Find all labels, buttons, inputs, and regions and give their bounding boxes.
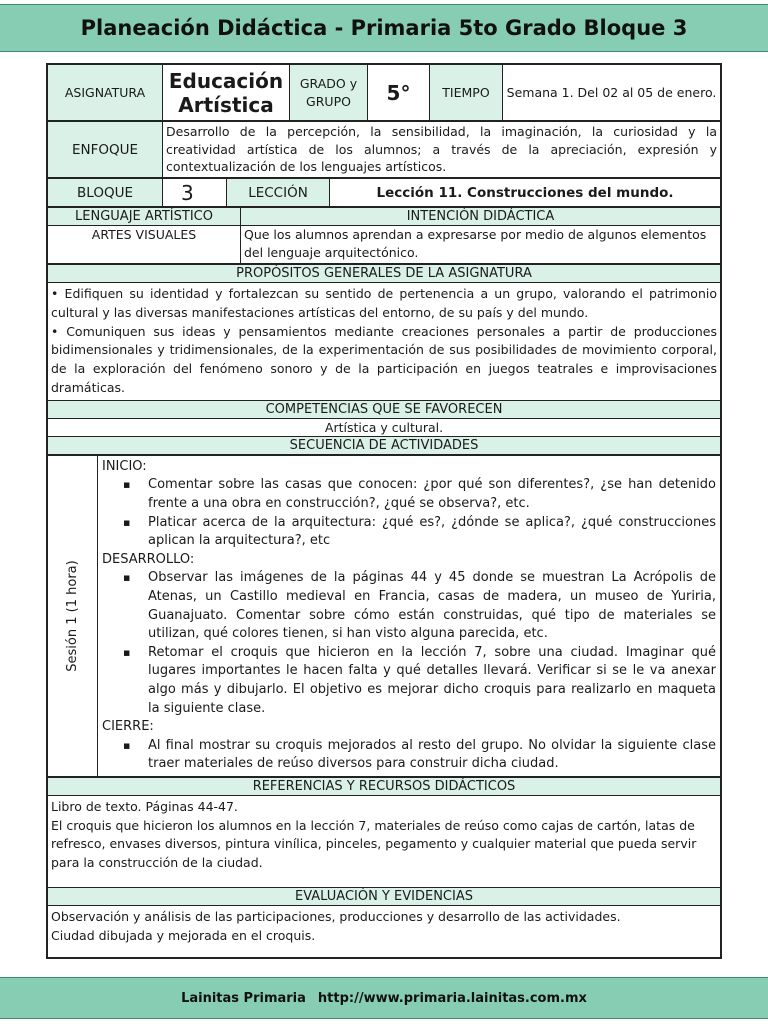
propositos-heading: PROPÓSITOS GENERALES DE LA ASIGNATURA	[48, 265, 721, 283]
inicio-label: INICIO:	[102, 458, 147, 474]
referencias-line: Libro de texto. Páginas 44-47.	[51, 798, 238, 814]
proposito-item: • Edifiquen su identidad y fortalezcan su sentido de pertenencia a un grupo, valorando el patrimonio cultural y las diversas manifestaciones artísticas del entorno, de su país y del mundo.	[51, 286, 717, 320]
intencion-heading: INTENCIÓN DIDÁCTICA	[241, 208, 721, 226]
propositos-body	[48, 283, 721, 401]
session-cell	[48, 455, 98, 776]
footer-url[interactable]: http://www.primaria.lainitas.com.mx	[317, 990, 587, 1006]
competencias-value: Artística y cultural.	[48, 418, 721, 436]
page-header	[0, 4, 768, 52]
page-title: Planeación Didáctica - Primaria 5to Grado Bloque 3	[80, 16, 688, 40]
list-item: ▪ Comentar sobre las casas que conocen: ¿por qué son diferentes?, ¿se han detenido frente a una obra en construcción?, ¿qué se observa?, etc.	[148, 476, 716, 513]
page-footer	[0, 977, 768, 1019]
desarrollo-label: DESARROLLO:	[102, 551, 195, 567]
enfoque-value: Desarrollo de la percepción, la sensibilidad, la imaginación, la curiosidad y la creatividad artística de los alumnos; a través de la apreciación, expresión y contextualización de los lenguajes artísticos.	[163, 122, 721, 178]
enfoque-table	[47, 121, 721, 178]
referencias-heading: REFERENCIAS Y RECURSOS DIDÁCTICOS	[48, 777, 721, 795]
cierre-label: CIERRE:	[102, 719, 154, 735]
enfoque-label: ENFOQUE	[48, 122, 163, 178]
evaluacion-line: Observación y análisis de las participaciones, producciones y desarrollo de las actividades.	[51, 908, 621, 924]
info-table	[47, 64, 721, 121]
bloque-table	[47, 178, 721, 207]
intencion-value: Que los alumnos aprendan a expresarse por medio de algunos elementos del lenguaje arquitectónico.	[241, 226, 721, 264]
lesson-plan-document	[46, 63, 722, 959]
tiempo-label: TIEMPO	[430, 65, 503, 121]
tiempo-value: Semana 1. Del 02 al 05 de enero.	[503, 65, 721, 121]
list-item: ▪ Observar las imágenes de la páginas 44 y 45 donde se muestran La Acrópolis de Atenas, un Castillo medieval en Francia, casas de madera, un museo de Yuriria, Guanajuato. Comentar sobre cómo están construidas, qué tipo de materiales se utilizan, qué colores tienen, si han visto alguna parecida, etc.	[148, 569, 716, 643]
list-item: ▪ Platicar acerca de la arquitectura: ¿qué es?, ¿dónde se aplica?, ¿qué construcciones aplican la arquitectura?, etc	[148, 514, 716, 551]
bloque-label: BLOQUE	[48, 179, 163, 207]
evaluacion-body	[48, 905, 721, 957]
grado-value: 5°	[368, 65, 430, 121]
propositos-table	[47, 264, 721, 455]
leccion-value: Lección 11. Construcciones del mundo.	[330, 179, 721, 207]
bloque-value: 3	[163, 179, 227, 207]
asignatura-value: Educación Artística	[163, 65, 290, 121]
lenguaje-heading: LENGUAJE ARTÍSTICO	[48, 208, 241, 226]
list-item: ▪ Retomar el croquis que hicieron en la lección 7, sobre una ciudad. Imaginar qué lugares importantes le hacen falta y qué detalles llevará. Verificar si se le va anexar algo más y dibujarlo. El objetivo es mejorar dicho croquis para realizarlo en maqueta la siguiente clase.	[148, 644, 716, 718]
footer-name: Lainitas Primaria	[181, 990, 306, 1006]
lenguaje-value: ARTES VISUALES	[48, 226, 241, 264]
lenguaje-table	[47, 207, 721, 264]
desarrollo-list	[102, 569, 716, 718]
inicio-list	[102, 476, 716, 550]
evaluacion-heading: EVALUACIÓN Y EVIDENCIAS	[48, 887, 721, 905]
proposito-item: • Comuniquen sus ideas y pensamientos mediante creaciones personales a partir de producciones bidimensionales y tridimensionales, de la experimentación de sus posibilidades de movimiento corporal, de la exploración del fenómeno sonoro y de la participación en juegos teatrales e improvisaciones dramáticas.	[51, 323, 717, 395]
asignatura-label: ASIGNATURA	[48, 65, 163, 121]
cierre-list	[102, 737, 716, 774]
secuencia-heading: SECUENCIA DE ACTIVIDADES	[48, 436, 721, 454]
secuencia-table	[47, 455, 721, 777]
leccion-label: LECCIÓN	[227, 179, 330, 207]
referencias-line: El croquis que hicieron los alumnos en la lección 7, materiales de reúso como cajas de cartón, latas de refresco, envases diversos, pintura vinílica, pinceles, pegamento y cualquier material que pueda servir para la construcción de la ciudad.	[51, 817, 697, 871]
competencias-heading: COMPETENCIAS QUE SE FAVORECEN	[48, 400, 721, 418]
sequence-body	[98, 455, 721, 776]
grado-label: GRADO y GRUPO	[290, 65, 368, 121]
referencias-body	[48, 795, 721, 887]
evaluacion-line: Ciudad dibujada y mejorada en el croquis.	[51, 927, 316, 943]
session-label: Sesión 1 (1 hora)	[64, 560, 80, 672]
list-item: ▪ Al final mostrar su croquis mejorados al resto del grupo. No olvidar la siguiente clase traer materiales de reúso diversos para construir dicha ciudad.	[148, 737, 716, 774]
referencias-table	[47, 777, 721, 958]
